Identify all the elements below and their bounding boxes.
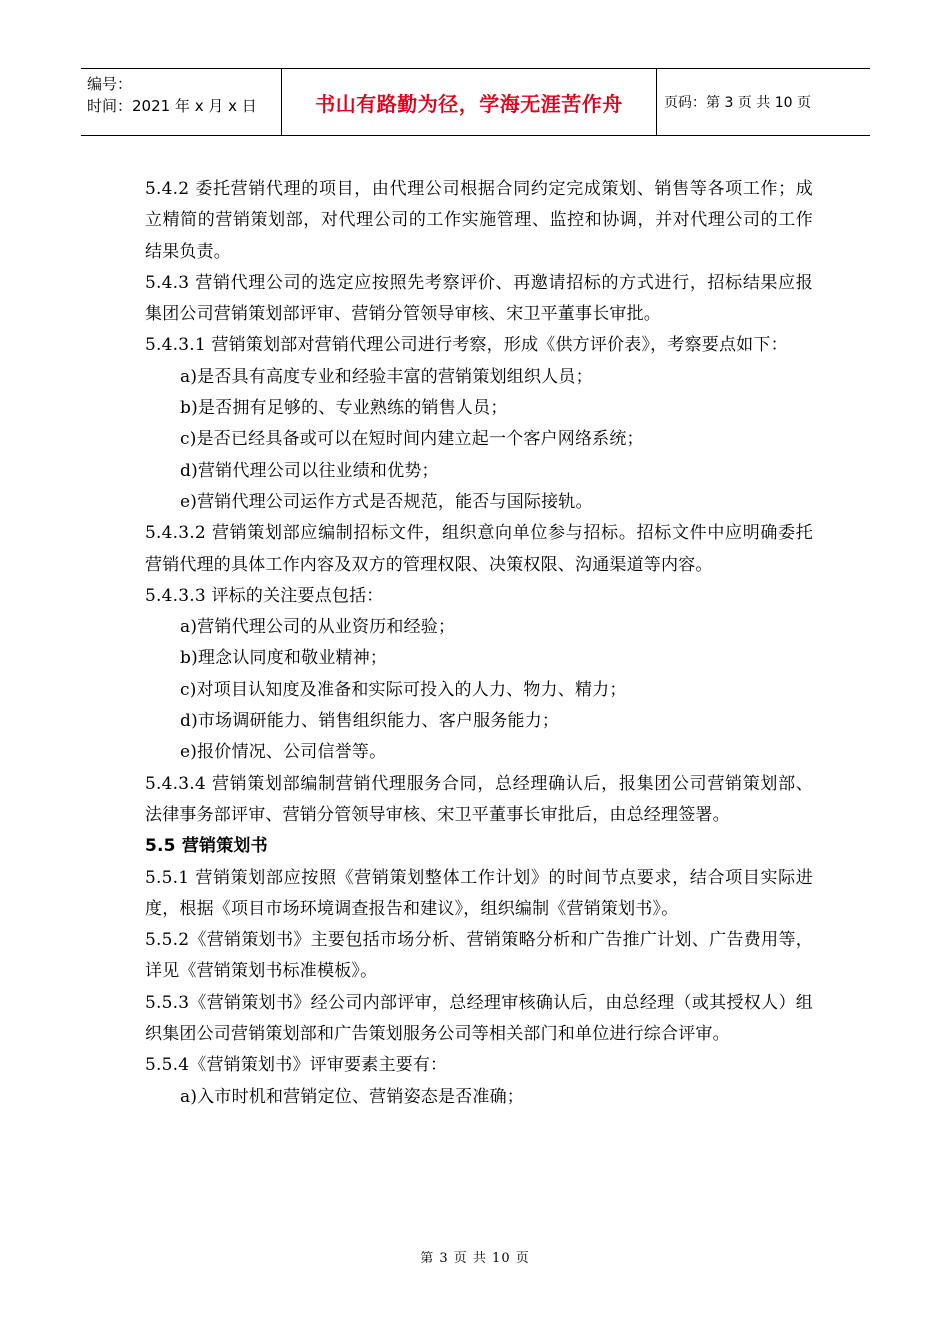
paragraph-5-4-3-1: 5.4.3.1 营销策划部对营销代理公司进行考察，形成《供方评价表》，考察要点如下： [145, 335, 788, 356]
paragraph-5-4-3: 5.4.3 营销代理公司的选定应按照先考察评价、再邀请招标的方式进行，招标结果应报集团公司营销策划部评审、营销分管领导审核、宋卫平董事长审批。 [145, 272, 813, 325]
document-number-label: 编号： [87, 75, 133, 93]
list-item: d)市场调研能力、销售组织能力、客户服务能力； [180, 711, 560, 732]
page-footer: 第 3 页 共 10 页 [420, 1251, 530, 1266]
document-body [145, 174, 813, 1113]
document-header [81, 68, 870, 136]
header-page-info: 页码：第 3 页 共 10 页 [664, 95, 811, 111]
paragraph-5-4-3-3: 5.4.3.3 评标的关注要点包括： [145, 585, 384, 606]
paragraph-5-4-3-4: 5.4.3.4 营销策划部编制营销代理服务合同，总经理确认后，报集团公司营销策划部、法律事务部评审、营销分管领导审核、宋卫平董事长审批后，由总经理签署。 [145, 773, 813, 825]
document-date: 时间：2021 年 x 月 x 日 [87, 97, 257, 115]
paragraph-5-5-1: 5.5.1 营销策划部应按照《营销策划整体工作计划》的时间节点要求，结合项目实际进度，根据《项目市场环境调查报告和建议》，组织编制《营销策划书》。 [145, 867, 813, 919]
list-item: e)营销代理公司运作方式是否规范，能否与国际接轨。 [180, 491, 593, 512]
list-item: d)营销代理公司以往业绩和优势； [180, 460, 439, 481]
paragraph-5-4-2: 5.4.2 委托营销代理的项目，由代理公司根据合同约定完成策划、销售等各项工作；成立精简的营销策划部，对代理公司的工作实施管理、监控和协调，并对代理公司的工作结果负责。 [145, 179, 813, 262]
paragraph-5-4-3-2: 5.4.3.2 营销策划部应编制招标文件，组织意向单位参与招标。招标文件中应明确委托营销代理的具体工作内容及双方的管理权限、决策权限、沟通渠道等内容。 [145, 523, 813, 575]
list-item: b)理念认同度和敬业精神； [180, 648, 388, 669]
paragraph-5-5-2: 5.5.2《营销策划书》主要包括市场分析、营销策略分析和广告推广计划、广告费用等，详见《营销策划书标准模板》。 [145, 930, 813, 982]
list-item: a)入市时机和营销定位、营销姿态是否准确； [180, 1086, 524, 1107]
list-item: e)报价情况、公司信誉等。 [180, 742, 387, 763]
list-item: c)是否已经具备或可以在短时间内建立起一个客户网络系统； [180, 429, 644, 450]
paragraph-5-5-4: 5.5.4《营销策划书》评审要素主要有： [145, 1055, 448, 1076]
list-item: a)营销代理公司的从业资历和经验； [180, 617, 456, 638]
section-heading-5-5: 5.5 营销策划书 [145, 836, 268, 857]
list-item: a)是否具有高度专业和经验丰富的营销策划组织人员； [180, 366, 593, 387]
header-motto: 书山有路勤为径，学海无涯苦作舟 [281, 69, 657, 135]
paragraph-5-5-3: 5.5.3《营销策划书》经公司内部评审，总经理审核确认后，由总经理（或其授权人）组织集团公司营销策划部和广告策划服务公司等相关部门和单位进行综合评审。 [145, 992, 813, 1045]
list-item: b)是否拥有足够的、专业熟练的销售人员； [180, 398, 508, 419]
header-meta [81, 69, 281, 135]
list-item: c)对项目认知度及准备和实际可投入的人力、物力、精力； [180, 679, 627, 700]
